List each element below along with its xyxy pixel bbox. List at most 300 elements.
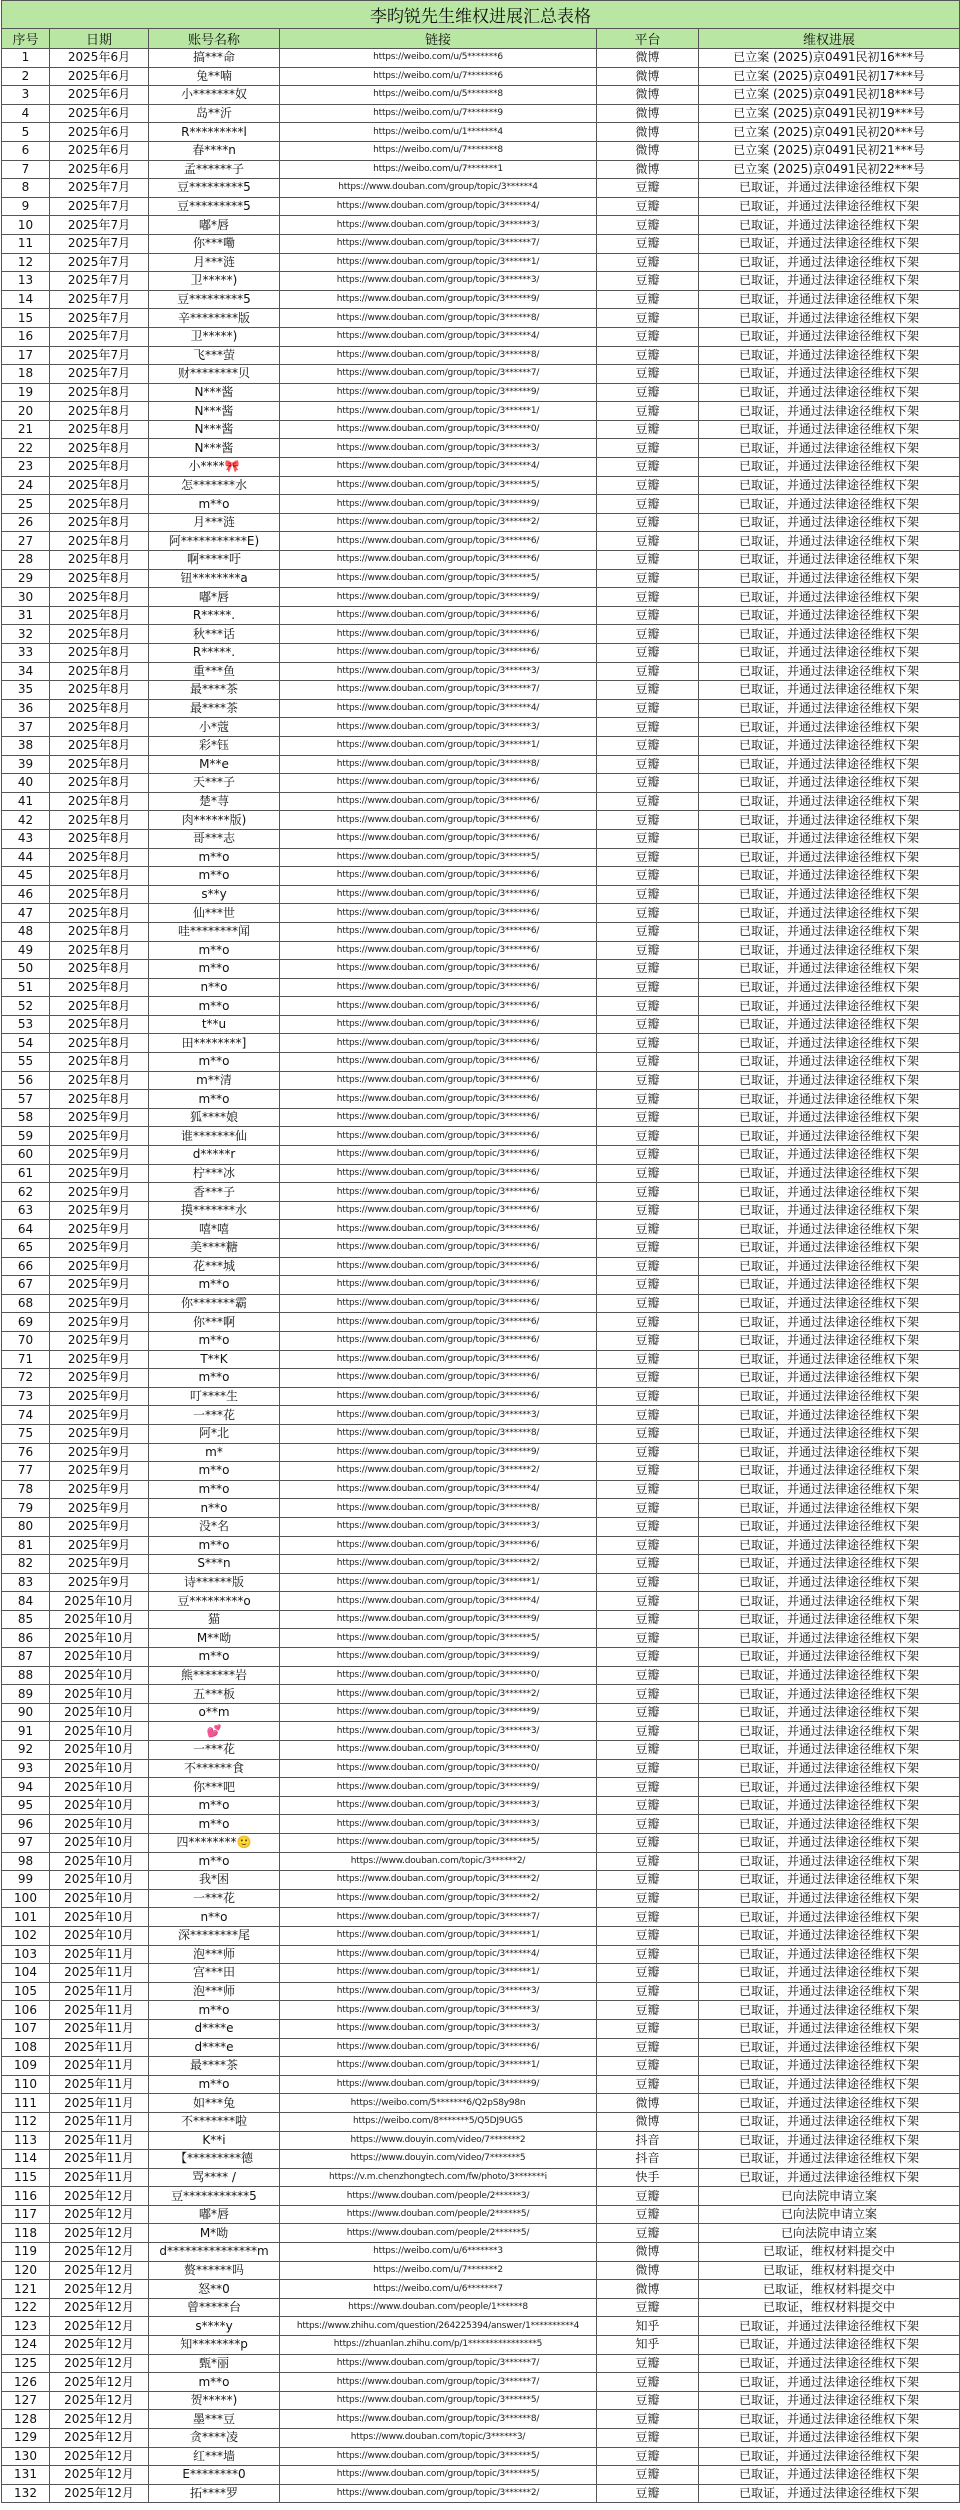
table-row — [2, 2484, 960, 2503]
cell-progress: 已取证，并通过法律途径维权下架 — [699, 197, 960, 216]
cell-progress: 已取证，并通过法律途径维权下架 — [699, 1239, 960, 1258]
cell-progress: 已取证，并通过法律途径维权下架 — [699, 1536, 960, 1555]
cell-index: 75 — [2, 1424, 50, 1443]
cell-index: 19 — [2, 383, 50, 402]
cell-progress: 已取证，并通过法律途径维权下架 — [699, 1517, 960, 1536]
cell-index: 68 — [2, 1294, 50, 1313]
cell-date: 2025年12月 — [50, 2280, 149, 2299]
cell-platform: 豆瓣 — [597, 1257, 699, 1276]
table-row — [2, 1108, 960, 1127]
cell-progress: 已取证，并通过法律途径维权下架 — [699, 1257, 960, 1276]
cell-link: https://www.douban.com/group/topic/3******6/ — [280, 1294, 597, 1313]
cell-platform: 豆瓣 — [597, 1926, 699, 1945]
cell-platform: 豆瓣 — [597, 2484, 699, 2503]
cell-date: 2025年8月 — [50, 699, 149, 718]
table-row — [2, 309, 960, 328]
table-row — [2, 1982, 960, 2001]
cell-account: 小****🎀 — [149, 458, 280, 477]
rights-progress-table — [1, 0, 960, 2503]
cell-platform: 微博 — [597, 67, 699, 86]
cell-date: 2025年10月 — [50, 1778, 149, 1797]
cell-platform: 微博 — [597, 49, 699, 68]
cell-progress: 已取证，并通过法律途径维权下架 — [699, 495, 960, 514]
cell-progress: 已取证，并通过法律途径维权下架 — [699, 346, 960, 365]
cell-index: 53 — [2, 1015, 50, 1034]
table-row — [2, 1759, 960, 1778]
cell-link: https://www.douban.com/people/2******5/ — [280, 2205, 597, 2224]
cell-account: 一***花 — [149, 1406, 280, 1425]
table-row — [2, 2280, 960, 2299]
cell-platform: 豆瓣 — [597, 1778, 699, 1797]
cell-link: https://www.douban.com/group/topic/3******6/ — [280, 774, 597, 793]
table-row — [2, 606, 960, 625]
cell-index: 100 — [2, 1889, 50, 1908]
cell-account: R*********l — [149, 123, 280, 142]
cell-index: 69 — [2, 1313, 50, 1332]
cell-date: 2025年9月 — [50, 1164, 149, 1183]
cell-index: 41 — [2, 792, 50, 811]
cell-platform: 豆瓣 — [597, 1294, 699, 1313]
table-row — [2, 867, 960, 886]
cell-date: 2025年10月 — [50, 1685, 149, 1704]
cell-platform: 豆瓣 — [597, 1462, 699, 1481]
cell-link: https://www.douban.com/group/topic/3******1/ — [280, 1926, 597, 1945]
cell-date: 2025年8月 — [50, 495, 149, 514]
cell-link: https://www.douban.com/people/2******5/ — [280, 2224, 597, 2243]
table-row — [2, 513, 960, 532]
cell-index: 110 — [2, 2075, 50, 2094]
cell-date: 2025年8月 — [50, 848, 149, 867]
cell-platform: 豆瓣 — [597, 829, 699, 848]
cell-index: 2 — [2, 67, 50, 86]
cell-platform: 豆瓣 — [597, 1201, 699, 1220]
cell-link: https://www.douban.com/group/topic/3******9/ — [280, 383, 597, 402]
table-row — [2, 1722, 960, 1741]
cell-index: 47 — [2, 904, 50, 923]
cell-index: 123 — [2, 2317, 50, 2336]
cell-account: 哇********闻 — [149, 922, 280, 941]
cell-link: https://www.douban.com/group/topic/3******6/ — [280, 1108, 597, 1127]
cell-link: https://www.douban.com/group/topic/3******1/ — [280, 402, 597, 421]
cell-link: https://www.douban.com/people/1******8 — [280, 2298, 597, 2317]
cell-progress: 已取证，并通过法律途径维权下架 — [699, 1964, 960, 1983]
table-row — [2, 458, 960, 477]
cell-date: 2025年9月 — [50, 1387, 149, 1406]
cell-account: o**m — [149, 1703, 280, 1722]
cell-link: https://www.douban.com/group/topic/3******7/ — [280, 234, 597, 253]
cell-progress: 已取证，并通过法律途径维权下架 — [699, 1834, 960, 1853]
cell-date: 2025年6月 — [50, 49, 149, 68]
cell-index: 86 — [2, 1629, 50, 1648]
cell-index: 63 — [2, 1201, 50, 1220]
cell-progress: 已取证，并通过法律途径维权下架 — [699, 1201, 960, 1220]
cell-date: 2025年12月 — [50, 2317, 149, 2336]
table-row — [2, 1387, 960, 1406]
cell-account: t**u — [149, 1015, 280, 1034]
table-row — [2, 2373, 960, 2392]
cell-platform: 豆瓣 — [597, 327, 699, 346]
cell-platform: 豆瓣 — [597, 1313, 699, 1332]
cell-progress: 已取证，并通过法律途径维权下架 — [699, 774, 960, 793]
cell-progress: 已取证，并通过法律途径维权下架 — [699, 2168, 960, 2187]
cell-progress: 已取证，并通过法律途径维权下架 — [699, 1034, 960, 1053]
table-row — [2, 216, 960, 235]
cell-account: n**o — [149, 978, 280, 997]
cell-progress: 已取证，并通过法律途径维权下架 — [699, 1127, 960, 1146]
table-row — [2, 2057, 960, 2076]
cell-index: 62 — [2, 1183, 50, 1202]
table-row — [2, 2187, 960, 2206]
table-row — [2, 2001, 960, 2020]
cell-platform: 豆瓣 — [597, 2187, 699, 2206]
table-row — [2, 699, 960, 718]
table-row — [2, 1741, 960, 1760]
cell-account: 秋***话 — [149, 625, 280, 644]
cell-account: 宫***田 — [149, 1964, 280, 1983]
cell-platform: 快手 — [597, 2168, 699, 2187]
cell-link: https://www.douban.com/group/topic/3******6/ — [280, 1220, 597, 1239]
cell-link: https://www.douban.com/group/topic/3******6/ — [280, 1164, 597, 1183]
cell-progress: 已取证，并通过法律途径维权下架 — [699, 402, 960, 421]
table-row — [2, 1778, 960, 1797]
cell-date: 2025年12月 — [50, 2484, 149, 2503]
table-row — [2, 2150, 960, 2169]
cell-link: https://v.m.chenzhongtech.com/fw/photo/3*******i — [280, 2168, 597, 2187]
cell-date: 2025年8月 — [50, 1015, 149, 1034]
table-row — [2, 829, 960, 848]
table-row — [2, 476, 960, 495]
table-row — [2, 141, 960, 160]
table-row — [2, 234, 960, 253]
cell-account: 红***墙 — [149, 2447, 280, 2466]
cell-account: 最****茶 — [149, 699, 280, 718]
cell-index: 115 — [2, 2168, 50, 2187]
cell-progress: 已取证，并通过法律途径维权下架 — [699, 1071, 960, 1090]
cell-platform: 豆瓣 — [597, 1331, 699, 1350]
cell-date: 2025年10月 — [50, 1759, 149, 1778]
cell-date: 2025年11月 — [50, 1982, 149, 2001]
cell-progress: 已立案 (2025)京0491民初22***号 — [699, 160, 960, 179]
cell-account: 曾*****台 — [149, 2298, 280, 2317]
cell-progress: 已取证，并通过法律途径维权下架 — [699, 699, 960, 718]
cell-platform: 豆瓣 — [597, 1834, 699, 1853]
table-row — [2, 997, 960, 1016]
cell-index: 7 — [2, 160, 50, 179]
cell-account: 豆*********o — [149, 1592, 280, 1611]
cell-index: 65 — [2, 1239, 50, 1258]
table-row — [2, 1313, 960, 1332]
cell-index: 12 — [2, 253, 50, 272]
cell-progress: 已取证，并通过法律途径维权下架 — [699, 1815, 960, 1834]
cell-progress: 已取证，并通过法律途径维权下架 — [699, 2429, 960, 2448]
cell-progress: 已取证，并通过法律途径维权下架 — [699, 1090, 960, 1109]
cell-account: 嘻*嘻 — [149, 1220, 280, 1239]
cell-date: 2025年9月 — [50, 1331, 149, 1350]
cell-platform: 豆瓣 — [597, 1183, 699, 1202]
table-row — [2, 2131, 960, 2150]
cell-link: https://www.douban.com/group/topic/3******9/ — [280, 588, 597, 607]
cell-link: https://www.douban.com/group/topic/3******6/ — [280, 941, 597, 960]
cell-link: https://www.douban.com/group/topic/3******3/ — [280, 216, 597, 235]
cell-account: 💕 — [149, 1722, 280, 1741]
table-row — [2, 2038, 960, 2057]
cell-progress: 已取证，并通过法律途径维权下架 — [699, 532, 960, 551]
cell-account: 辛********版 — [149, 309, 280, 328]
cell-index: 98 — [2, 1852, 50, 1871]
cell-link: https://www.douban.com/group/topic/3******2/ — [280, 1555, 597, 1574]
cell-link: https://www.douban.com/group/topic/3******3/ — [280, 1796, 597, 1815]
cell-date: 2025年7月 — [50, 327, 149, 346]
cell-date: 2025年8月 — [50, 774, 149, 793]
cell-progress: 已取证，并通过法律途径维权下架 — [699, 569, 960, 588]
cell-date: 2025年10月 — [50, 1703, 149, 1722]
cell-date: 2025年10月 — [50, 1610, 149, 1629]
cell-index: 122 — [2, 2298, 50, 2317]
table-row — [2, 1350, 960, 1369]
cell-account: m**o — [149, 2001, 280, 2020]
cell-index: 108 — [2, 2038, 50, 2057]
cell-progress: 已取证，并通过法律途径维权下架 — [699, 1015, 960, 1034]
cell-account: 重***鱼 — [149, 662, 280, 681]
cell-progress: 已取证，并通过法律途径维权下架 — [699, 1741, 960, 1760]
cell-link: https://www.douban.com/group/topic/3******5/ — [280, 848, 597, 867]
cell-index: 114 — [2, 2150, 50, 2169]
cell-progress: 已取证，并通过法律途径维权下架 — [699, 439, 960, 458]
cell-account: m**o — [149, 997, 280, 1016]
cell-account: 狐****娘 — [149, 1108, 280, 1127]
cell-link: https://www.douban.com/group/topic/3******4/ — [280, 197, 597, 216]
cell-link: https://www.douban.com/group/topic/3******6/ — [280, 1090, 597, 1109]
cell-link: https://weibo.com/5*******6/Q2pS8y98n — [280, 2094, 597, 2113]
cell-link: https://www.douban.com/group/topic/3******4/ — [280, 1592, 597, 1611]
cell-platform: 豆瓣 — [597, 1555, 699, 1574]
cell-platform: 豆瓣 — [597, 2205, 699, 2224]
cell-date: 2025年9月 — [50, 1536, 149, 1555]
cell-date: 2025年10月 — [50, 1889, 149, 1908]
cell-platform: 豆瓣 — [597, 1871, 699, 1890]
cell-date: 2025年8月 — [50, 867, 149, 886]
cell-account: 没*名 — [149, 1517, 280, 1536]
cell-platform: 豆瓣 — [597, 2429, 699, 2448]
cell-index: 58 — [2, 1108, 50, 1127]
cell-date: 2025年12月 — [50, 2447, 149, 2466]
cell-progress: 已取证，并通过法律途径维权下架 — [699, 1350, 960, 1369]
cell-progress: 已取证，并通过法律途径维权下架 — [699, 1146, 960, 1165]
cell-date: 2025年9月 — [50, 1480, 149, 1499]
cell-link: https://www.douban.com/group/topic/3******4/ — [280, 1480, 597, 1499]
cell-account: 不*******啦 — [149, 2112, 280, 2131]
cell-platform: 豆瓣 — [597, 290, 699, 309]
cell-platform: 豆瓣 — [597, 1573, 699, 1592]
cell-platform: 抖音 — [597, 2150, 699, 2169]
cell-platform: 豆瓣 — [597, 2019, 699, 2038]
table-row — [2, 1926, 960, 1945]
cell-progress: 已取证，并通过法律途径维权下架 — [699, 2150, 960, 2169]
cell-link: https://www.douban.com/group/topic/3******6/ — [280, 811, 597, 830]
cell-progress: 已取证，并通过法律途径维权下架 — [699, 2391, 960, 2410]
table-row — [2, 2429, 960, 2448]
cell-index: 80 — [2, 1517, 50, 1536]
cell-link: https://www.douban.com/group/topic/3******3/ — [280, 1517, 597, 1536]
cell-index: 120 — [2, 2261, 50, 2280]
table-row — [2, 1480, 960, 1499]
cell-account: 嘟*唇 — [149, 216, 280, 235]
cell-link: https://www.douban.com/group/topic/3******2/ — [280, 513, 597, 532]
cell-account: 如***兔 — [149, 2094, 280, 2113]
table-row — [2, 49, 960, 68]
cell-account: 花***城 — [149, 1257, 280, 1276]
cell-progress: 已取证，并通过法律途径维权下架 — [699, 2317, 960, 2336]
cell-progress: 已取证，并通过法律途径维权下架 — [699, 1889, 960, 1908]
cell-platform: 豆瓣 — [597, 960, 699, 979]
table-row — [2, 551, 960, 570]
cell-platform: 豆瓣 — [597, 1164, 699, 1183]
cell-platform: 豆瓣 — [597, 365, 699, 384]
cell-progress: 已取证，并通过法律途径维权下架 — [699, 1629, 960, 1648]
cell-index: 45 — [2, 867, 50, 886]
table-row — [2, 272, 960, 291]
cell-account: 你***嘞 — [149, 234, 280, 253]
table-row — [2, 774, 960, 793]
cell-date: 2025年11月 — [50, 1945, 149, 1964]
cell-date: 2025年9月 — [50, 1517, 149, 1536]
cell-account: 墨***豆 — [149, 2410, 280, 2429]
table-row — [2, 104, 960, 123]
table-row — [2, 2466, 960, 2485]
cell-link: https://www.douban.com/group/topic/3******8/ — [280, 1424, 597, 1443]
table-row — [2, 1796, 960, 1815]
cell-link: https://www.douban.com/group/topic/3******7/ — [280, 681, 597, 700]
table-row — [2, 811, 960, 830]
cell-progress: 已取证，并通过法律途径维权下架 — [699, 755, 960, 774]
cell-account: 一***花 — [149, 1889, 280, 1908]
cell-index: 28 — [2, 551, 50, 570]
cell-date: 2025年8月 — [50, 885, 149, 904]
cell-link: https://www.douban.com/group/topic/3******9/ — [280, 2075, 597, 2094]
cell-account: m**o — [149, 1796, 280, 1815]
cell-index: 16 — [2, 327, 50, 346]
cell-account: 怎*******水 — [149, 476, 280, 495]
cell-link: https://www.douban.com/group/topic/3******6/ — [280, 1183, 597, 1202]
cell-account: 肉******版) — [149, 811, 280, 830]
cell-account: 财********贝 — [149, 365, 280, 384]
cell-progress: 已取证，并通过法律途径维权下架 — [699, 179, 960, 198]
cell-platform: 豆瓣 — [597, 1369, 699, 1388]
table-row — [2, 662, 960, 681]
cell-index: 49 — [2, 941, 50, 960]
cell-index: 42 — [2, 811, 50, 830]
cell-platform: 豆瓣 — [597, 699, 699, 718]
cell-account: 月***涟 — [149, 513, 280, 532]
cell-progress: 已取证，并通过法律途径维权下架 — [699, 1313, 960, 1332]
cell-platform: 知乎 — [597, 2317, 699, 2336]
cell-date: 2025年9月 — [50, 1146, 149, 1165]
cell-account: 嘟*唇 — [149, 588, 280, 607]
table-row — [2, 327, 960, 346]
table-row — [2, 978, 960, 997]
cell-date: 2025年9月 — [50, 1127, 149, 1146]
cell-date: 2025年12月 — [50, 2410, 149, 2429]
cell-link: https://www.douban.com/group/topic/3******3/ — [280, 2019, 597, 2038]
cell-progress: 已取证，并通过法律途径维权下架 — [699, 365, 960, 384]
cell-progress: 已取证，并通过法律途径维权下架 — [699, 829, 960, 848]
cell-account: 知********p — [149, 2336, 280, 2355]
cell-date: 2025年9月 — [50, 1220, 149, 1239]
cell-index: 24 — [2, 476, 50, 495]
cell-date: 2025年8月 — [50, 718, 149, 737]
table-row — [2, 2336, 960, 2355]
cell-index: 106 — [2, 2001, 50, 2020]
cell-account: 豆*********5 — [149, 290, 280, 309]
header-platform: 平台 — [597, 29, 699, 49]
cell-account: m**o — [149, 495, 280, 514]
cell-account: 诗******版 — [149, 1573, 280, 1592]
cell-date: 2025年11月 — [50, 2038, 149, 2057]
cell-platform: 豆瓣 — [597, 1350, 699, 1369]
cell-index: 31 — [2, 606, 50, 625]
cell-account: m**o — [149, 1053, 280, 1072]
cell-progress: 已取证，并通过法律途径维权下架 — [699, 2373, 960, 2392]
cell-link: https://weibo.com/u/7*******8 — [280, 141, 597, 160]
cell-account: 不******食 — [149, 1759, 280, 1778]
cell-progress: 已取证，并通过法律途径维权下架 — [699, 458, 960, 477]
cell-date: 2025年9月 — [50, 1555, 149, 1574]
cell-link: https://www.douban.com/group/topic/3******8/ — [280, 2410, 597, 2429]
cell-link: https://weibo.com/u/6*******3 — [280, 2243, 597, 2262]
cell-index: 95 — [2, 1796, 50, 1815]
cell-account: n**o — [149, 1499, 280, 1518]
cell-date: 2025年12月 — [50, 2261, 149, 2280]
cell-platform: 豆瓣 — [597, 755, 699, 774]
cell-progress: 已取证，并通过法律途径维权下架 — [699, 718, 960, 737]
cell-platform: 豆瓣 — [597, 1406, 699, 1425]
cell-platform: 豆瓣 — [597, 309, 699, 328]
cell-progress: 已取证，并通过法律途径维权下架 — [699, 588, 960, 607]
cell-progress: 已取证，并通过法律途径维权下架 — [699, 551, 960, 570]
cell-index: 33 — [2, 644, 50, 663]
cell-account: 泡***师 — [149, 1945, 280, 1964]
cell-date: 2025年9月 — [50, 1239, 149, 1258]
cell-platform: 豆瓣 — [597, 848, 699, 867]
cell-platform: 豆瓣 — [597, 2373, 699, 2392]
cell-link: https://www.douban.com/group/topic/3******6/ — [280, 1313, 597, 1332]
cell-progress: 已取证，并通过法律途径维权下架 — [699, 2336, 960, 2355]
cell-index: 27 — [2, 532, 50, 551]
cell-account: K**i — [149, 2131, 280, 2150]
cell-account: m**o — [149, 2373, 280, 2392]
cell-account: 谁*******仙 — [149, 1127, 280, 1146]
cell-link: https://www.douban.com/group/topic/3******6/ — [280, 867, 597, 886]
table-row — [2, 1852, 960, 1871]
cell-platform: 微博 — [597, 160, 699, 179]
cell-link: https://weibo.com/u/7*******9 — [280, 104, 597, 123]
cell-account: m**o — [149, 2075, 280, 2094]
cell-progress: 已取证，并通过法律途径维权下架 — [699, 1499, 960, 1518]
cell-link: https://www.douban.com/group/topic/3******6/ — [280, 1201, 597, 1220]
cell-link: https://weibo.com/u/5*******6 — [280, 49, 597, 68]
cell-date: 2025年8月 — [50, 1034, 149, 1053]
cell-date: 2025年6月 — [50, 86, 149, 105]
cell-link: https://www.douban.com/group/topic/3******0/ — [280, 1666, 597, 1685]
table-row — [2, 1666, 960, 1685]
cell-account: 柠***冰 — [149, 1164, 280, 1183]
cell-date: 2025年12月 — [50, 2373, 149, 2392]
cell-platform: 豆瓣 — [597, 1722, 699, 1741]
cell-platform: 豆瓣 — [597, 1146, 699, 1165]
cell-link: https://www.douban.com/group/topic/3******8/ — [280, 1499, 597, 1518]
cell-index: 109 — [2, 2057, 50, 2076]
cell-link: https://www.douban.com/group/topic/3******4 — [280, 179, 597, 198]
